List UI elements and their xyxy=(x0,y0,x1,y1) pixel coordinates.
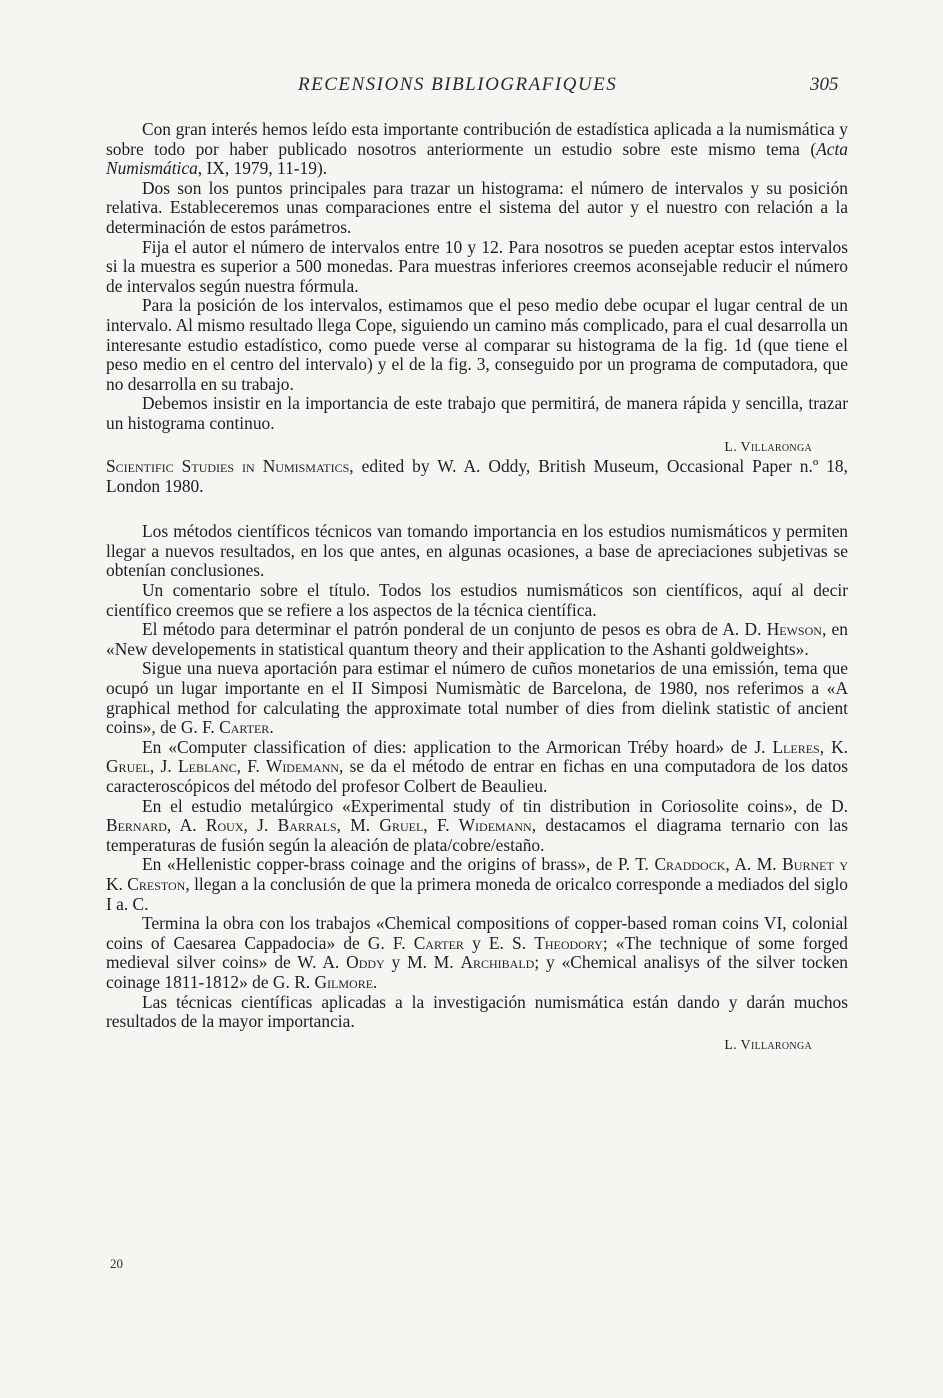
page-number: 305 xyxy=(810,74,839,95)
review2-signature: L. Villaronga xyxy=(724,1037,812,1053)
review2-heading: Scientific Studies in Numismatics, edited by W. A. Oddy, British Museum, Occasional Paper n.º 18, London 1980. xyxy=(106,456,848,496)
signature-mark: 20 xyxy=(110,1256,123,1271)
review-column xyxy=(106,120,848,1055)
review2-paragraph-8: Termina la obra con los trabajos «Chemical compositions of copper-based roman coins VI, colonial coins of Caesarea Cappadocia» de G. F. Carter y E. S. Theodory; «The technique of some forged medieval silver coins» de W. A. Oddy y M. M. Archibald; y «Chemical analisys of the silver tocken coinage 1811-1812» de G. R. Gilmore. xyxy=(106,913,848,992)
review1-paragraph-5: Debemos insistir en la importancia de este trabajo que permitirá, de manera rápida y sencilla, trazar un histograma continuo. xyxy=(106,393,848,433)
review1-paragraph-3: Fija el autor el número de intervalos entre 10 y 12. Para nosotros se pueden aceptar estos intervalos si la muestra es superior a 500 monedas. Para muestras inferiores creemos aconsejable reducir el número de intervalos según nuestra fórmula. xyxy=(106,236,848,296)
review2-paragraph-2: Un comentario sobre el título. Todos los estudios numismáticos son científicos, aquí al decir científico creemos que se refiere a los aspectos de la técnica científica. xyxy=(106,580,848,620)
book-title: Scientific Studies in Numismatics xyxy=(106,456,350,477)
review1-paragraph-2: Dos son los puntos principales para trazar un histograma: el número de intervalos y su posición relativa. Estableceremos unas comparaciones entre el sistema del autor y el nuestro con relación a la determinación de estos parámetros. xyxy=(106,177,848,237)
review2-paragraph-3: El método para determinar el patrón ponderal de un conjunto de pesos es obra de A. D. Hewson, en «New developements in statistical quantum theory and their application to the Ashanti goldweights». xyxy=(106,619,848,659)
running-title: RECENSIONS BIBLIOGRAFIQUES xyxy=(298,74,618,95)
review1-signature: L. Villaronga xyxy=(724,439,812,455)
review2-paragraph-9: Las técnicas científicas aplicadas a la investigación numismática están dando y darán muchos resultados de la mayor importancia. xyxy=(106,991,848,1032)
review2-paragraph-5: En «Computer classification of dies: application to the Armorican Tréby hoard» de J. Lleres, K. Gruel, J. Leblanc, F. Widemann, se da el método de entrar en fichas en una computadora de los datos caracteroscópicos del método del profesor Colbert de Beaulieu. xyxy=(106,736,848,796)
review1-paragraph-1: Con gran interés hemos leído esta importante contribución de estadística aplicada a la numismática y sobre todo por haber publicado nosotros anteriormente un estudio sobre este mismo tema (Acta Numismática, IX, 1979, 11-19). xyxy=(106,119,848,179)
review2-paragraph-6: En el estudio metalúrgico «Experimental study of tin distribution in Coriosolite coins», de D. Bernard, A. Roux, J. Barrals, M. Gruel, F. Widemann, destacamos el diagrama ternario con las temperaturas de fusión según la aleación de plata/cobre/estaño. xyxy=(106,795,849,855)
review2-paragraph-7: En «Hellenistic copper-brass coinage and the origins of brass», de P. T. Craddock, A. M. Burnet y K. Creston, llegan a la conclusión de que la primera moneda de oricalco corresponde a mediados del siglo I a. C. xyxy=(106,854,848,914)
journal-title: Acta Numismática xyxy=(106,138,848,179)
review2-paragraph-1: Los métodos científicos técnicos van tomando importancia en los estudios numismáticos y permiten llegar a nuevos resultados, en los que antes, en algunas ocasiones, a base de apreciaciones subjetivas se obtenían conclusiones. xyxy=(106,521,848,581)
review2-paragraph-4: Sigue una nueva aportación para estimar el número de cuños monetarios de una emissión, tema que ocupó un lugar importante en el II Simposi Numismàtic de Barcelona, de 1980, nos referimos a «A graphical method for calculating the approximate total number of dies from dielink statistic of ancient coins», de G. F. Carter. xyxy=(106,658,848,738)
review1-paragraph-4: Para la posición de los intervalos, estimamos que el peso medio debe ocupar el lugar central de un intervalo. Al mismo resultado llega Cope, siguiendo un camino más complicado, para el cual desarrolla un interesante estudio estadístico, como puede verse al comparar su histograma de la fig. 1d (que tiene el peso medio en el centro del intervalo) y el de la fig. 3, conseguido por un programa de computadora, que no desarrolla en su trabajo. xyxy=(106,295,848,394)
